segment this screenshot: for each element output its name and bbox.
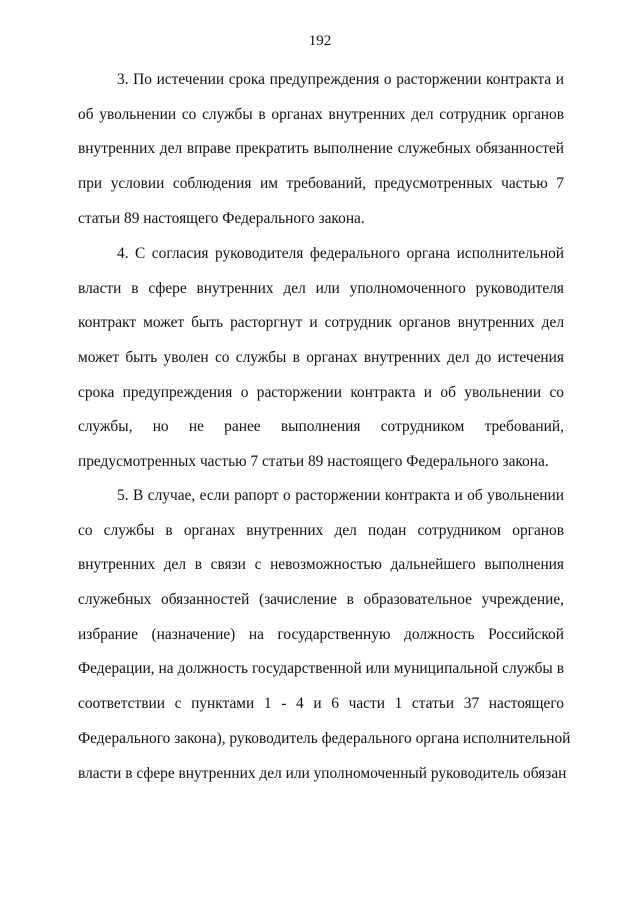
paragraph-5 — [78, 479, 571, 791]
text-line: соответствии с пунктами 1 - 4 и 6 части 1 статьи 37 настоящего — [78, 695, 564, 713]
text-line: избрание (назначение) на государственную должность Российской — [78, 625, 564, 643]
text-line: власти в сфере внутренних дел или уполномоченного руководителя — [78, 279, 564, 297]
text-line: внутренних дел вправе прекратить выполнение служебных обязанностей — [78, 140, 564, 158]
page-number: 192 — [308, 33, 332, 49]
text-line: может быть уволен со службы в органах внутренних дел до истечения — [78, 349, 564, 367]
text-line: власти в сфере внутренних дел или уполномоченный руководитель обязан — [78, 764, 567, 782]
text-line: 3. По истечении срока предупреждения о расторжении контракта и — [117, 71, 564, 88]
text-line: контракт может быть расторгнут и сотрудник органов внутренних дел — [78, 314, 564, 332]
text-line: 4. С согласия руководителя федерального органа исполнительной — [117, 245, 564, 262]
text-line: предусмотренных частью 7 статьи 89 настоящего Федерального закона. — [78, 453, 549, 471]
text-line: при условии соблюдения им требований, предусмотренных частью 7 — [78, 175, 564, 193]
text-line: срока предупреждения о расторжении контракта и об увольнении со — [78, 383, 564, 401]
text-line: об увольнении со службы в органах внутренних дел сотрудник органов — [78, 105, 564, 123]
text-line: Федерации, на должность государственной или муниципальной службы в — [78, 660, 564, 678]
text-line: статьи 89 настоящего Федерального закона. — [78, 209, 365, 227]
text-line: службы, но не ранее выполнения сотрудником требований, — [78, 418, 564, 436]
text-line: Федерального закона), руководитель федерального органа исполнительной — [78, 729, 571, 747]
text-line: 5. В случае, если рапорт о расторжении контракта и об увольнении — [117, 487, 564, 504]
text-line: служебных обязанностей (зачисление в образовательное учреждение, — [78, 591, 564, 609]
paragraph-3 — [78, 63, 564, 236]
text-line: со службы в органах внутренних дел подан сотрудником органов — [78, 521, 564, 539]
paragraph-4 — [78, 237, 564, 480]
text-line: внутренних дел в связи с невозможностью дальнейшего выполнения — [78, 556, 564, 574]
